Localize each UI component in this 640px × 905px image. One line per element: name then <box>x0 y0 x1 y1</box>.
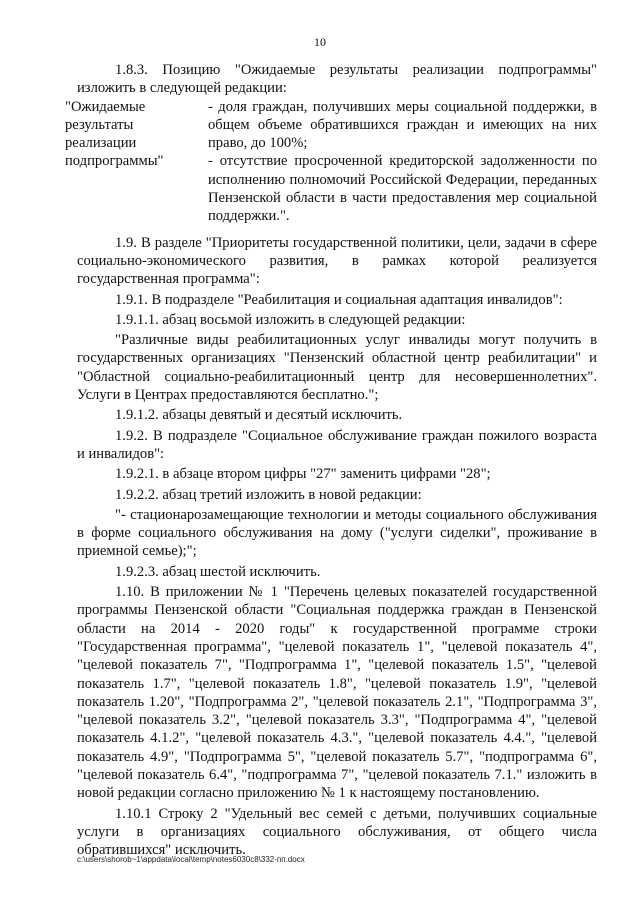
paragraph-1-9-1: 1.9.1. В подразделе "Реабилитация и социальная адаптация инвалидов": <box>115 291 563 308</box>
expected-results-block <box>65 98 597 226</box>
paragraph-1-10-1: 1.10.1 Строку 2 "Удельный вес семей с детьми, получивших социальные услуги в организациях социального обслуживания, от общего числа обратившихся" исключить. <box>77 805 597 859</box>
page-number: 10 <box>314 35 326 49</box>
paragraph-1-9-2-3: 1.9.2.3. абзац шестой исключить. <box>115 563 321 580</box>
paragraph-1-8-3: 1.8.3. Позицию "Ожидаемые результаты реализации подпрограммы" изложить в следующей редакции: <box>77 62 597 97</box>
paragraph-1-9: 1.9. В разделе "Приоритеты государственной политики, цели, задачи в сфере социально-экономического развития, в рамках которой реализуется государственная программа": <box>77 234 597 288</box>
expected-results-label: "Ожидаемые результаты реализации подпрограммы" <box>65 98 164 170</box>
paragraph-1-9-1-1: 1.9.1.1. абзац восьмой изложить в следующей редакции: <box>115 311 466 328</box>
paragraph-1-10: 1.10. В приложении № 1 "Перечень целевых показателей государственной программы Пензенской области "Социальная поддержка граждан в Пензенской области на 2014 - 2020 годы" к государственной программе строки "Государственная программа", "целевой показатель 1", "целевой показатель 4", "целевой показатель 7", "Подпрограмма 1", "целевой показатель 1.5", "целевой показатель 1.7", "целевой показатель 1.8", "целевой показатель 1.9", "целевой показатель 1.20", "Подпрограмма 2", "целевой показатель 2.1", "Подпрограмма 3", "целевой показатель 3.2", "целевой показатель 3.3", "Подпрограмма 4", "целевой показатель 4.1.2", "целевой показатель 4.3.", "целевой показатель 4.4.", "целевой показатель 4.9", "Подпрограмма 5", "целевой показатель 5.7", "подпрограмма 6", "целевой показатель 6.4", "подпрограмма 7", "целевой показатель 7.1." изложить в новой редакции согласно приложению № 1 к настоящему постановлению. <box>77 584 597 802</box>
paragraph-quote-social: "- стационарозамещающие технологии и методы социального обслуживания в форме социального обслуживания на дому ("услуги сиделки", проживание в приемной семье);"; <box>77 506 597 560</box>
paragraph-1-9-2-1: 1.9.2.1. в абзаце втором цифры "27" заменить цифрами "28"; <box>115 466 491 483</box>
file-path-footer: c:\users\shorob~1\appdata\local\temp\notes6030c8\332-пп.docx <box>77 855 305 864</box>
paragraph-1-9-1-2: 1.9.1.2. абзацы девятый и десятый исключить. <box>115 407 403 424</box>
paragraph-quote-rehab: "Различные виды реабилитационных услуг инвалиды могут получить в государственных организациях "Пензенский областной центр реабилитации" и "Областной социально-реабилитационный центр для несовершеннолетних". Услуги в Центрах предоставляются бесплатно."; <box>77 332 597 404</box>
expected-result-item: - отсутствие просроченной кредиторской задолженности по исполнению полномочий Российской Федерации, переданных Пензенской области в части предоставления мер социальной поддержки.". <box>208 153 597 225</box>
expected-result-item: - доля граждан, получивших меры социальной поддержки, в общем объеме обратившихся граждан и имеющих на них право, до 100%; <box>208 98 597 152</box>
document-body <box>65 61 597 861</box>
paragraph-1-9-2-2: 1.9.2.2. абзац третий изложить в новой редакции: <box>115 486 422 503</box>
expected-results-items <box>208 98 597 226</box>
paragraph-1-9-2: 1.9.2. В подразделе "Социальное обслуживание граждан пожилого возраста и инвалидов": <box>77 427 597 462</box>
